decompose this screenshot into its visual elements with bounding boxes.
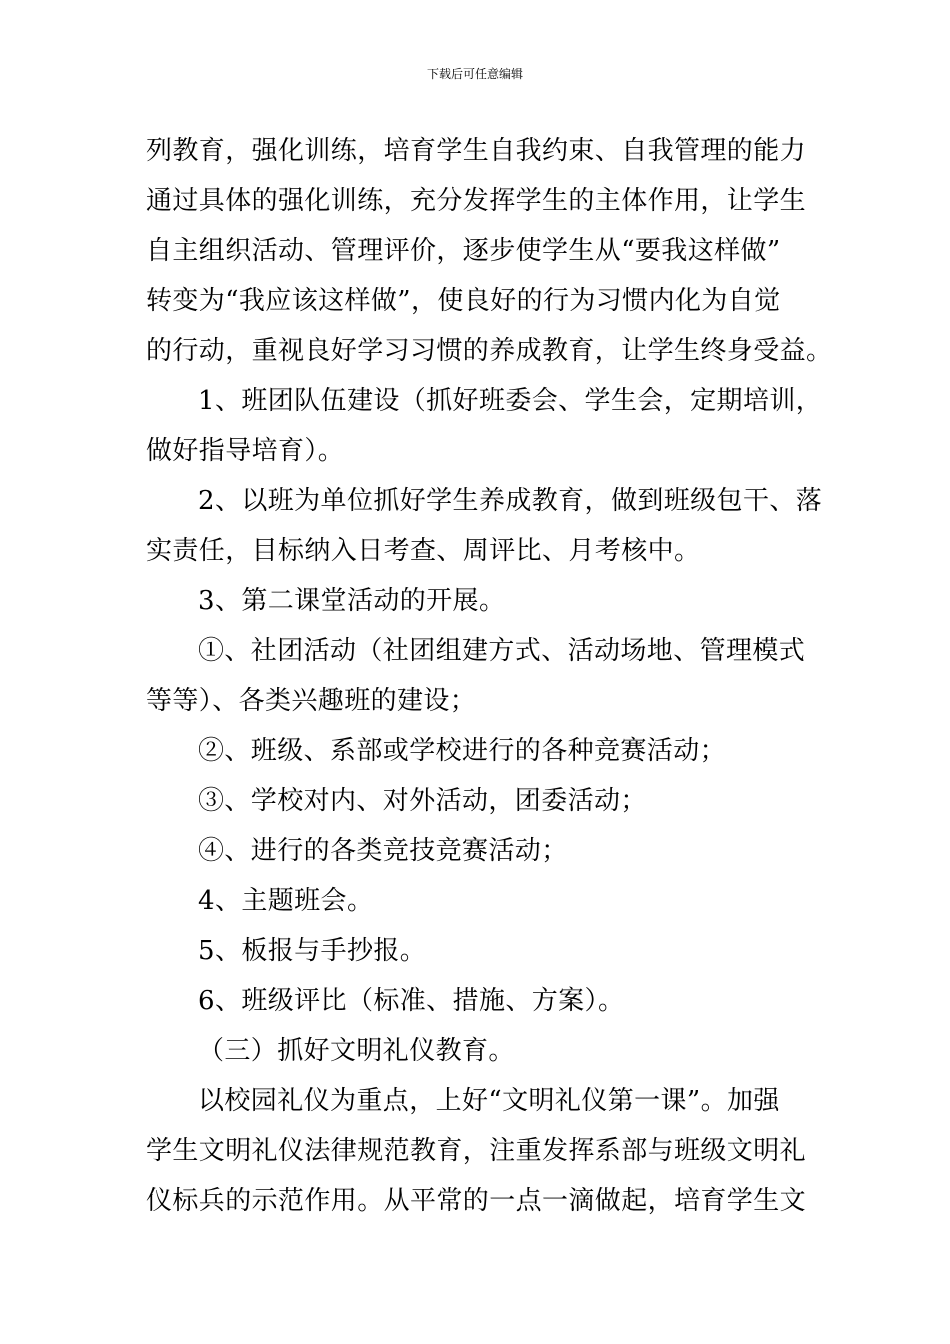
text-line: ①、社团活动（社团组建方式、活动场地、管理模式 [198,636,806,666]
text-line: ③、学校对内、对外活动，团委活动； [198,786,647,816]
text-line: 列教育，强化训练，培育学生自我约束、自我管理的能力 [146,136,807,166]
text-line: 学生文明礼仪法律规范教育，注重发挥系部与班级文明礼 [146,1136,807,1166]
text-line: ②、班级、系部或学校进行的各种竞赛活动； [198,736,727,766]
text-line: 5、板报与手抄报。 [198,936,427,966]
text-line: 4、主题班会。 [198,886,374,916]
text-line: 3、第二课堂活动的开展。 [198,586,506,616]
text-line: （三）抓好文明礼仪教育。 [198,1036,515,1066]
text-line: ④、进行的各类竞技竞赛活动； [198,836,568,866]
text-line: 2、以班为单位抓好学生养成教育，做到班级包干、落 [198,486,823,516]
text-line: 仪标兵的示范作用。从平常的一点一滴做起，培育学生文 [146,1186,807,1216]
text-line: 实责任，目标纳入日考查、周评比、月考核中。 [146,536,701,566]
text-line: 1、班团队伍建设（抓好班委会、学生会，定期培训， [198,386,823,416]
text-line: 转变为“我应该这样做”，使良好的行为习惯内化为自觉 [146,286,781,316]
text-line: 自主组织活动、管理评价，逐步使学生从“要我这样做” [146,236,781,266]
text-line: 以校园礼仪为重点，上好“文明礼仪第一课”。加强 [198,1086,780,1116]
text-line: 做好指导培育）。 [146,436,345,466]
text-line: 等等）、各类兴趣班的建设； [146,686,477,716]
document-body [146,126,833,1226]
text-line: 6、班级评比（标准、措施、方案）。 [198,986,625,1016]
page-header: 下载后可任意编辑 [426,67,523,81]
text-line: 通过具体的强化训练，充分发挥学生的主体作用，让学生 [146,186,807,216]
text-line: 的行动，重视良好学习习惯的养成教育，让学生终身受益。 [146,336,833,366]
